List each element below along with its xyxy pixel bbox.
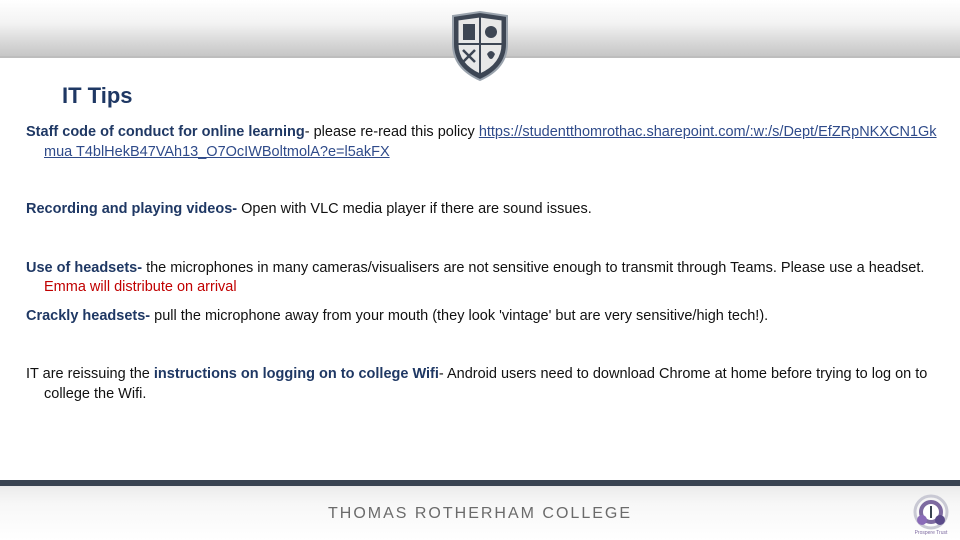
page-title: IT Tips [62, 83, 133, 108]
tip-text: pull the microphone away from your mouth (they look 'vintage' but are very sensitive/high tech!). [150, 307, 769, 324]
tip-heading: Staff code of conduct for online learning [26, 124, 305, 140]
footer-strip [0, 480, 960, 486]
distribution-note: Emma will distribute on arrival [44, 279, 237, 295]
tip-heading: Use of headsets- [26, 259, 143, 276]
trust-label: Prospere Trust [914, 530, 948, 536]
college-name: THOMAS ROTHERHAM COLLEGE [327, 505, 633, 522]
tip-prefix: IT are reissuing the [26, 366, 154, 382]
tip-text: - please re-read this policy [304, 124, 479, 140]
tip-crackly-headsets [26, 307, 938, 327]
college-crest-logo [449, 10, 511, 82]
tips-content [26, 123, 938, 404]
tip-text: Open with VLC media player if there are sound issues. [237, 201, 592, 217]
tip-recording-videos [26, 200, 938, 220]
tip-code-of-conduct [26, 123, 938, 162]
tip-wifi-instructions [26, 365, 938, 404]
sharepoint-policy-link[interactable]: https://studentthomrothac.sharepoint.com/:w:/s/Dept/EfZRpNKXCN1Gkmua T4blHekB47VAh13_O7OcIWBoltmolA?e=l5akFX [44, 124, 937, 160]
tip-heading: Recording and playing videos- [26, 201, 238, 217]
tip-text: the microphones in many cameras/visualisers are not sensitive enough to transmit through Teams. Please use a headset. [142, 259, 925, 276]
tip-heading: Crackly headsets- [26, 307, 151, 324]
wifi-instructions-link[interactable]: instructions on logging on to college Wifi [153, 366, 439, 382]
tip-text: - Android users need to download Chrome at home before trying to log on to college the Wifi. [44, 366, 928, 402]
tip-use-of-headsets [26, 259, 938, 298]
